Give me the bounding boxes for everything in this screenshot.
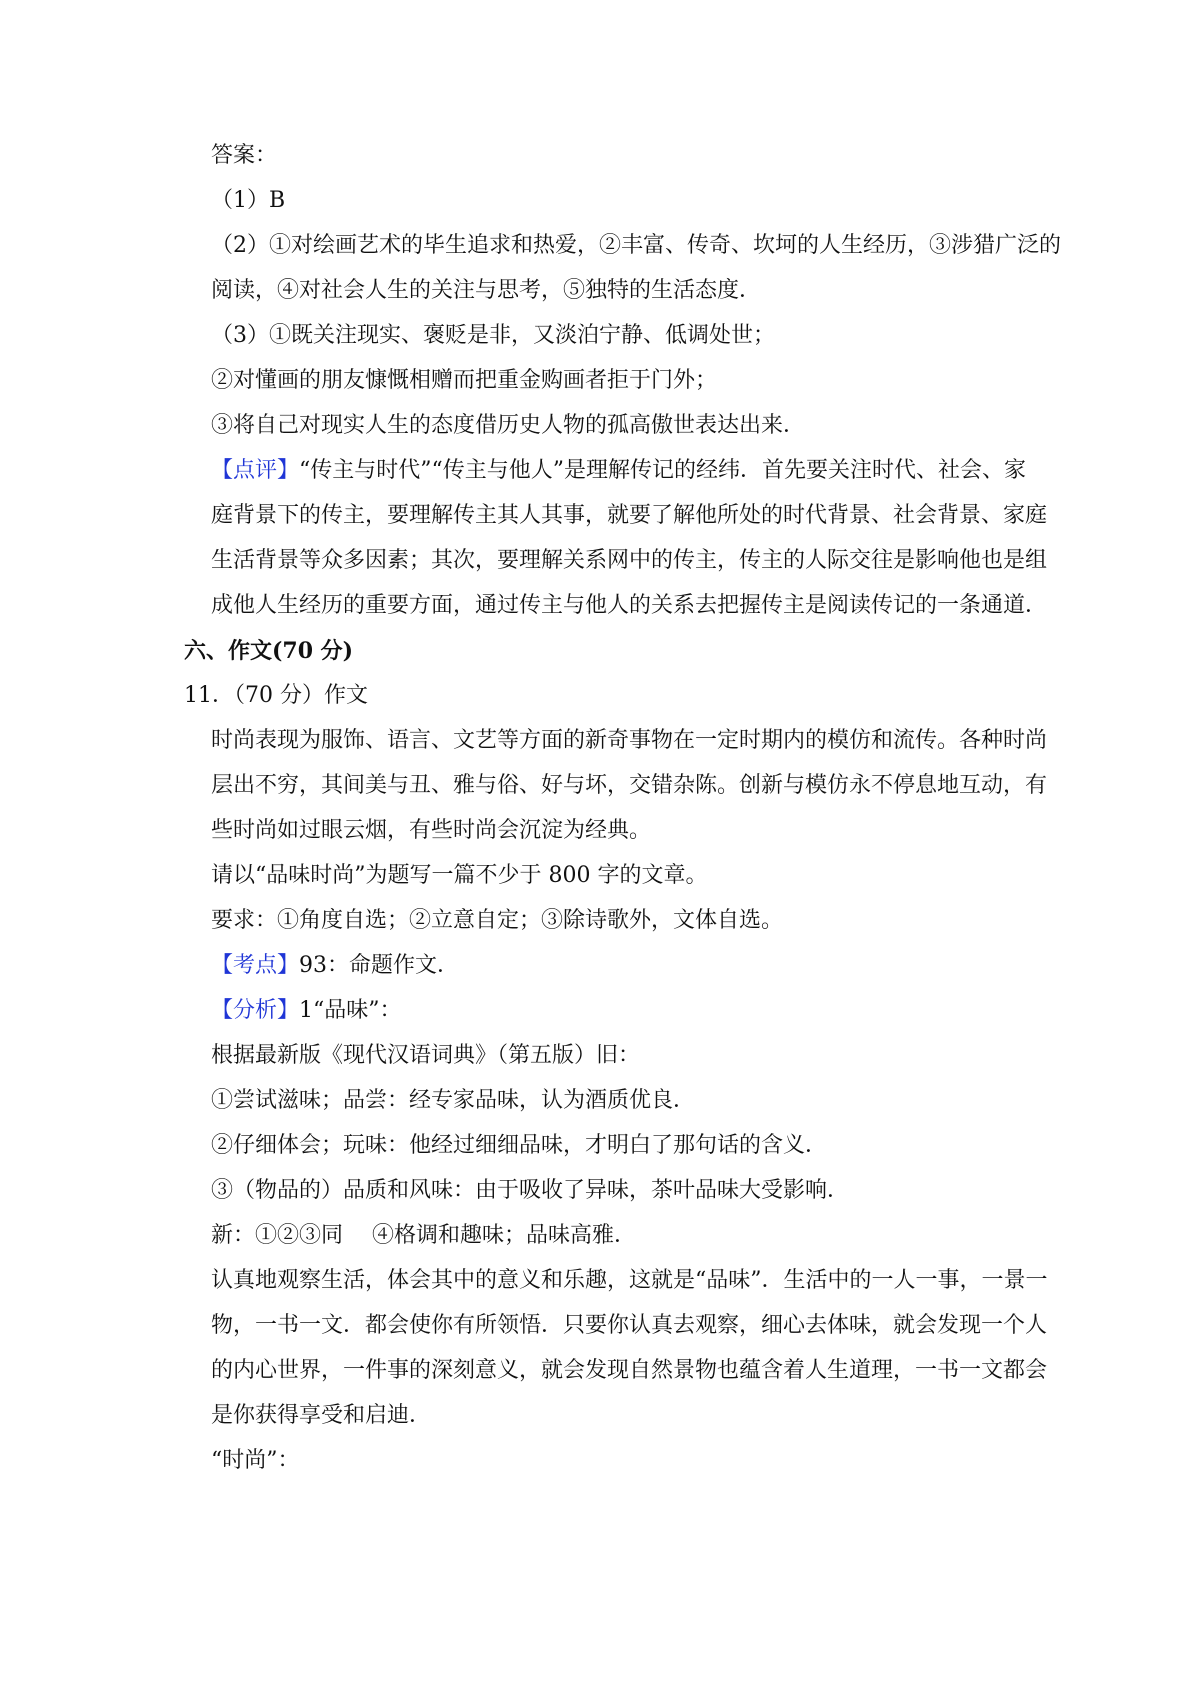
comment-line4: 成他人生经历的重要方面，通过传主与他人的关系去把握传主是阅读传记的一条通道．	[211, 593, 1048, 618]
definition-new: 新：①②③同 ④格调和趣味；品味高雅．	[211, 1223, 636, 1248]
definition-3: ③（物品的）品质和风味：由于吸收了异味，茶叶品味大受影响．	[211, 1178, 850, 1203]
paragraph-line3: 的内心世界，一件事的深刻意义，就会发现自然景物也蕴含着人生道理，一书一文都会	[211, 1358, 1048, 1383]
kaodian-text: 93：命题作文．	[299, 953, 460, 978]
prompt-line3: 些时尚如过眼云烟，有些时尚会沉淀为经典。	[211, 818, 652, 843]
paragraph-line1: 认真地观察生活，体会其中的意义和乐趣，这就是“品味”．生活中的一人一事，一景一	[211, 1268, 1048, 1293]
question-title: 11．（70 分）作文	[184, 683, 368, 708]
task-text: 请以“品味时尚”为题写一篇不少于 800 字的文章。	[211, 863, 708, 888]
section-heading: 六、作文(70 分)	[184, 638, 354, 664]
analysis-tag: 【分析】	[211, 998, 300, 1023]
answer-q2-line1: （2）①对绘画艺术的毕生追求和热爱，②丰富、传奇、坎坷的人生经历，③涉猎广泛的	[211, 233, 1061, 258]
answer-q3-line1: （3）①既关注现实、褒贬是非，又淡泊宁静、低调处世；	[211, 323, 775, 348]
definition-2: ②仔细体会；玩味：他经过细细品味，才明白了那句话的含义．	[211, 1133, 828, 1158]
definition-1: ①尝试滋味；品尝：经专家品味，认为酒质优良．	[211, 1088, 696, 1113]
analysis-text: 1“品味”：	[299, 998, 402, 1023]
analysis-line	[211, 996, 402, 1026]
paragraph-line4: 是你获得享受和启迪．	[211, 1403, 432, 1428]
shishang-heading: “时尚”：	[211, 1448, 300, 1473]
kaodian-tag: 【考点】	[211, 953, 300, 978]
dictionary-line: 根据最新版《现代汉语词典》（第五版）旧：	[211, 1043, 641, 1068]
comment-line3: 生活背景等众多因素；其次，要理解关系网中的传主，传主的人际交往是影响他也是组	[211, 548, 1048, 573]
paragraph-line2: 物，一书一文．都会使你有所领悟．只要你认真去观察，细心去体味，就会发现一个人	[211, 1313, 1048, 1338]
answer-q3-line2: ②对懂画的朋友慷慨相赠而把重金购画者拒于门外；	[211, 368, 718, 393]
answer-q3-line3: ③将自己对现实人生的态度借历史人物的孤高傲世表达出来．	[211, 413, 806, 438]
comment-text: “传主与时代”“传主与他人”是理解传记的经纬．首先要关注时代、社会、家	[299, 458, 1027, 483]
requirements-text: 要求：①角度自选；②立意自定；③除诗歌外，文体自选。	[211, 908, 784, 933]
answer-label: 答案：	[211, 143, 278, 168]
prompt-line1: 时尚表现为服饰、语言、文艺等方面的新奇事物在一定时期内的模仿和流传。各种时尚	[211, 728, 1048, 753]
comment-tag: 【点评】	[211, 458, 300, 483]
prompt-line2: 层出不穷，其间美与丑、雅与俗、好与坏，交错杂陈。创新与模仿永不停息地互动，有	[211, 773, 1048, 798]
comment-line1	[211, 456, 1026, 486]
answer-q2-line2: 阅读，④对社会人生的关注与思考，⑤独特的生活态度．	[211, 278, 762, 303]
comment-line2: 庭背景下的传主，要理解传主其人其事，就要了解他所处的时代背景、社会背景、家庭	[211, 503, 1048, 528]
answer-q1: （1）B	[211, 188, 286, 213]
kaodian-line	[211, 951, 459, 981]
